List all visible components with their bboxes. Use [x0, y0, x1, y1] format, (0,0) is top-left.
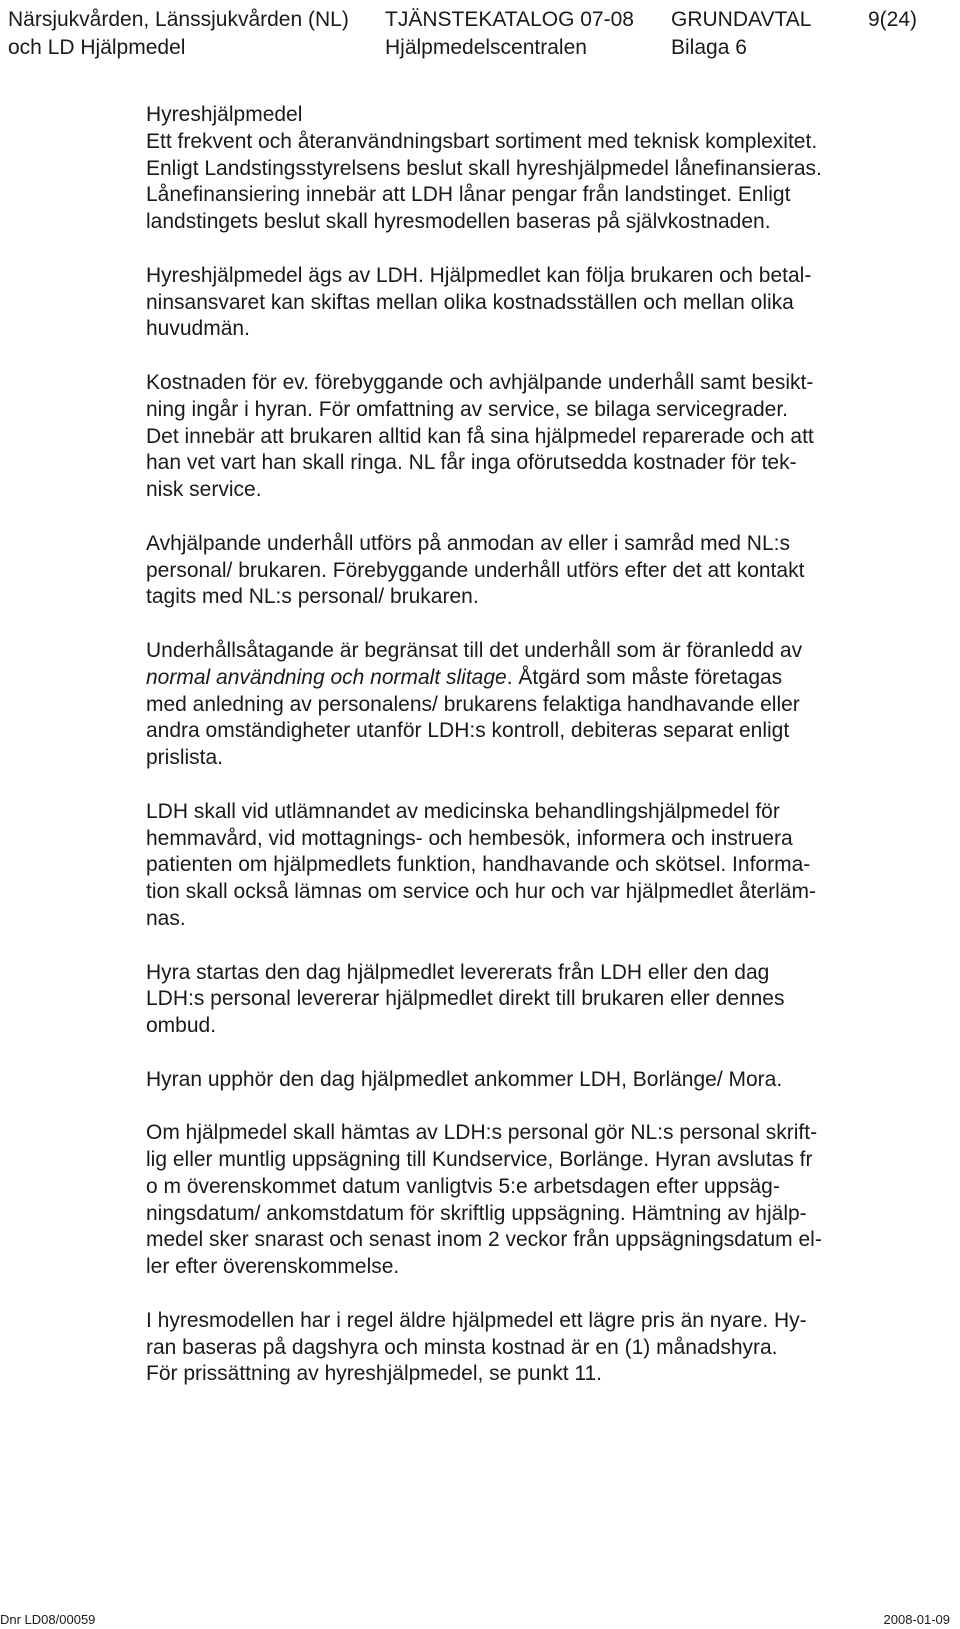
header-appendix: Bilaga 6 — [671, 36, 747, 59]
footer-document-number: Dnr LD08/00059 — [0, 1612, 96, 1627]
limitation-text-end: . Åtgärd som måste företagas med anledning av personalens/ brukarens felaktiga handhavande eller andra omständigheter utanför LDH:s kontroll, debiteras separat enligt prislista. — [146, 665, 800, 770]
paragraph-rent-end: Hyran upphör den dag hjälpmedlet ankommer LDH, Borlänge/ Mora. — [146, 1067, 783, 1091]
paragraph-cost: Kostnaden för ev. förebyggande och avhjälpande underhåll samt besikt- ning ingår i hyran. För omfattning av service, se bilaga servicegrader. Det innebär att brukaren alltid kan få sina hjälpmedel reparerade och att han vet vart han skall ringa. NL får inga oförutsedda kostnader för tek- nisk service. — [146, 370, 814, 502]
limitation-italic-text: normal användning och normalt slitage — [146, 665, 507, 689]
page-header — [8, 6, 958, 62]
header-organization-line2: och LD Hjälpmedel — [8, 36, 186, 59]
section-title: Hyreshjälpmedel — [146, 103, 303, 126]
limitation-text-start: Underhållsåtagande är begränsat till det underhåll som är föranledd av — [146, 638, 803, 662]
paragraph-maintenance: Avhjälpande underhåll utförs på anmodan av eller i samråd med NL:s personal/ brukaren. Förebyggande underhåll utförs efter det att kontakt tagits med NL:s personal/ brukaren. — [146, 531, 805, 609]
header-page-number: 9(24) — [868, 8, 918, 31]
paragraph-limitation — [146, 638, 936, 772]
paragraph-information: LDH skall vid utlämnandet av medicinska behandlingshjälpmedel för hemmavård, vid mottagnings- och hembesök, informera och instruera patienten om hjälpmedlets funktion, handhavande och skötsel. Informa- tion skall också lämnas om service och hur och var hjälpmedlet återläm- nas. — [146, 799, 816, 930]
footer-date: 2008-01-09 — [883, 1612, 950, 1627]
paragraph-rent-start: Hyra startas den dag hjälpmedlet levererats från LDH eller den dag LDH:s personal levererar hjälpmedlet direkt till brukaren eller dennes ombud. — [146, 960, 785, 1038]
header-unit: Hjälpmedelscentralen — [385, 36, 587, 59]
header-row-2 — [8, 34, 958, 62]
header-organization: Närsjukvården, Länssjukvården (NL) — [8, 8, 349, 31]
paragraph-pickup: Om hjälpmedel skall hämtas av LDH:s personal gör NL:s personal skrift- lig eller muntlig uppsägning till Kundservice, Borlänge. Hyran avslutas fr o m överenskommet datum vanligtvis 5:e arbetsdagen efter uppsäg- ningsdatum/ ankomstdatum för skriftlig uppsägning. Hämtning av hjälp- medel sker snarast och senast inom 2 veckor från uppsägningsdatum el- ler efter överenskommelse. — [146, 1121, 822, 1279]
header-catalog: TJÄNSTEKATALOG 07-08 — [385, 8, 634, 31]
header-agreement: GRUNDAVTAL — [671, 8, 812, 31]
paragraph-intro: Ett frekvent och återanvändningsbart sortiment med teknisk komplexitet. Enligt Landstingsstyrelsens beslut skall hyreshjälpmedel lånefinansieras. Lånefinansiering innebär att LDH lånar pengar från landstinget. Enligt landstingets beslut skall hyresmodellen baseras på självkostnaden. — [146, 129, 822, 234]
paragraph-pricing: I hyresmodellen har i regel äldre hjälpmedel ett lägre pris än nyare. Hy- ran baseras på dagshyra och minsta kostnad är en (1) månadshyra. För prissättning av hyreshjälpmedel, se punkt 11. — [146, 1308, 807, 1386]
header-row-1 — [8, 6, 958, 34]
paragraph-ownership: Hyreshjälpmedel ägs av LDH. Hjälpmedlet kan följa brukaren och betal- ninsansvaret kan skiftas mellan olika kostnadsställen och mellan olika huvudmän. — [146, 263, 812, 341]
document-body — [146, 102, 936, 1388]
